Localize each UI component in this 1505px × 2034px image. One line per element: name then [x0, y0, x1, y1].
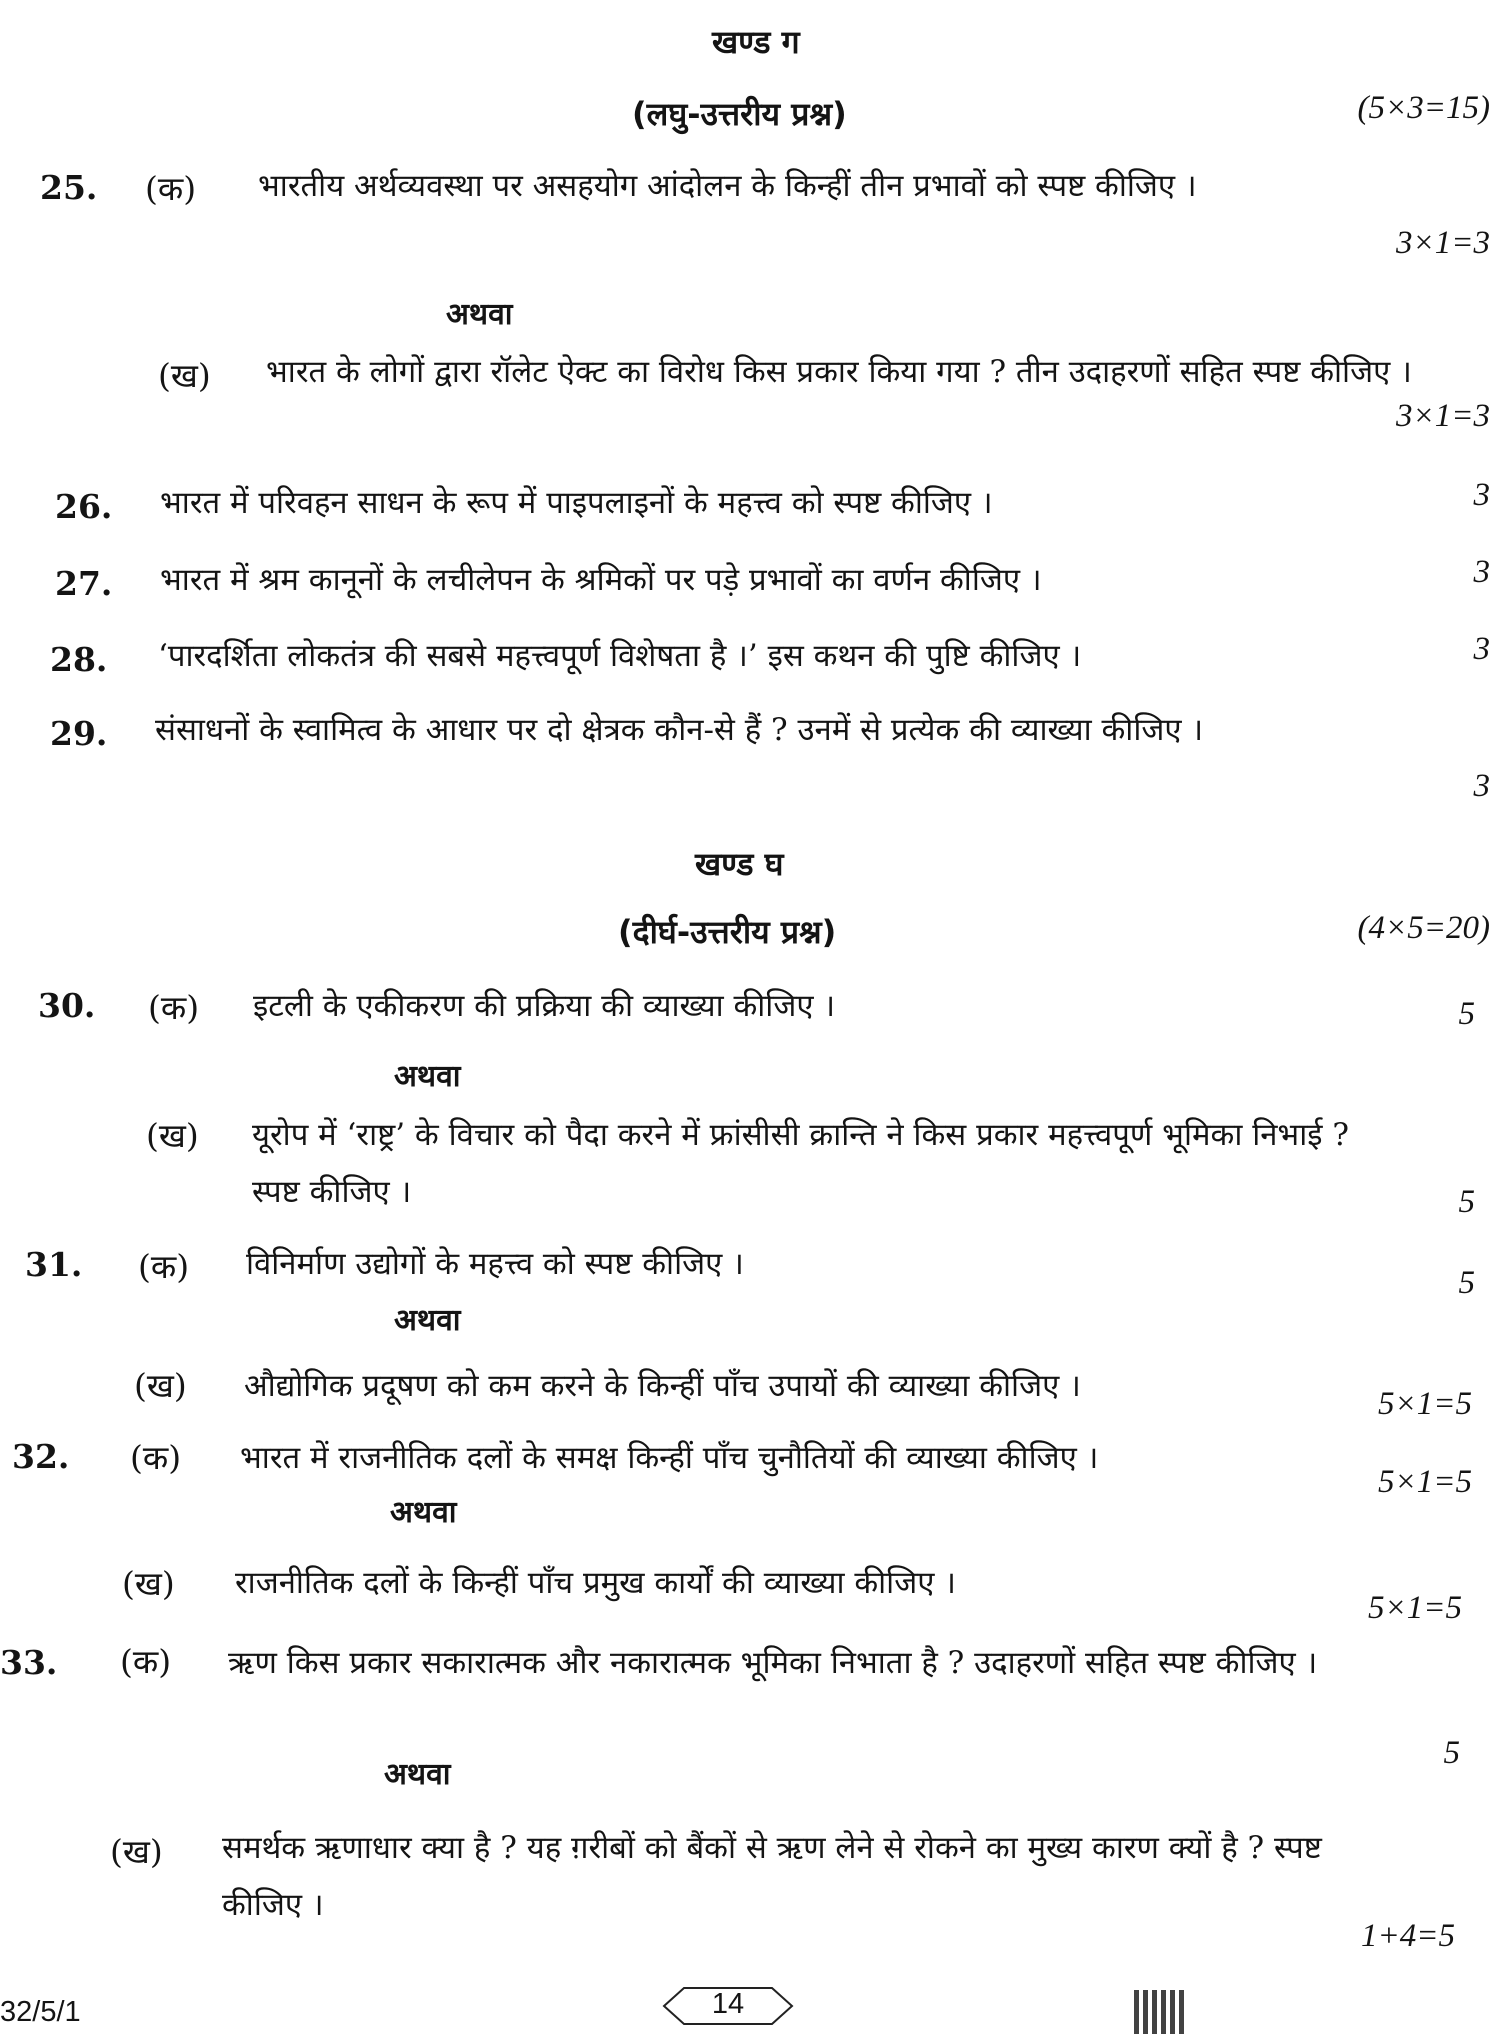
q32-or-divider: अथवा — [390, 1495, 457, 1530]
question-number-32: 32. — [12, 1437, 70, 1476]
question-number-29: 29. — [50, 714, 108, 753]
q32-option-b-text: राजनीतिक दलों के किन्हीं पाँच प्रमुख कार्यों की व्याख्या कीजिए । — [235, 1565, 956, 1601]
paper-code: 32/5/1 — [0, 1996, 81, 2028]
q30-option-b-text: यूरोप में ‘राष्ट्र’ के विचार को पैदा करने में फ्रांसीसी क्रान्ति ने किस प्रकार महत्त्वपूर्ण भूमिका निभाई ? स्पष्ट कीजिए । — [252, 1117, 1349, 1210]
q30-option-b-label: (ख) — [146, 1116, 199, 1155]
question-number-33: 33. — [0, 1643, 58, 1682]
q26-marks: 3 — [1473, 477, 1490, 513]
q29-text: संसाधनों के स्वामित्व के आधार पर दो क्षेत्रक कौन-से हैं ? उनमें से प्रत्येक की व्याख्या कीजिए । — [155, 712, 1204, 748]
q31-option-b-text: औद्योगिक प्रदूषण को कम करने के किन्हीं पाँच उपायों की व्याख्या कीजिए । — [244, 1368, 1081, 1404]
q31-option-a-text: विनिर्माण उद्योगों के महत्त्व को स्पष्ट कीजिए । — [246, 1246, 744, 1282]
q32-option-b-marks: 5×1=5 — [1367, 1590, 1462, 1626]
question-number-31: 31. — [25, 1245, 83, 1284]
q28-marks: 3 — [1473, 631, 1490, 667]
question-number-27: 27. — [55, 564, 113, 603]
q31-option-b-marks: 5×1=5 — [1377, 1386, 1472, 1422]
q31-option-b-label: (ख) — [134, 1366, 187, 1405]
q33-option-a-text: ऋण किस प्रकार सकारात्मक और नकारात्मक भूमिका निभाता है ? उदाहरणों सहित स्पष्ट कीजिए । — [228, 1645, 1318, 1681]
q33-option-a-marks: 5 — [1443, 1735, 1460, 1771]
q32-option-b-label: (ख) — [122, 1564, 175, 1603]
q31-or-divider: अथवा — [394, 1303, 461, 1338]
q30-option-b-marks: 5 — [1458, 1184, 1475, 1220]
q25-option-b-text: भारत के लोगों द्वारा रॉलेट ऐक्ट का विरोध किस प्रकार किया गया ? तीन उदाहरणों सहित स्पष्ट कीजिए । — [266, 354, 1412, 390]
q29-marks: 3 — [1473, 768, 1490, 804]
question-number-25: 25. — [40, 168, 98, 207]
q31-option-a-marks: 5 — [1458, 1265, 1475, 1301]
question-number-30: 30. — [38, 986, 96, 1025]
section-d-subtitle: (दीर्घ-उत्तरीय प्रश्न) — [618, 913, 837, 951]
qr-code-icon — [1134, 1990, 1184, 2034]
q25-option-a-text: भारतीय अर्थव्यवस्था पर असहयोग आंदोलन के किन्हीं तीन प्रभावों को स्पष्ट कीजिए । — [258, 168, 1197, 204]
q25-option-b-marks: 3×1=3 — [1395, 398, 1490, 434]
page-number: 14 — [711, 1988, 745, 2020]
q33-or-divider: अथवा — [384, 1757, 451, 1792]
q25-option-a-label: (क) — [145, 169, 197, 208]
section-c-title: खण्ड ग — [712, 23, 800, 61]
q28-text: ‘पारदर्शिता लोकतंत्र की सबसे महत्त्वपूर्ण विशेषता है ।’ इस कथन की पुष्टि कीजिए । — [158, 638, 1082, 674]
q25-option-a-marks: 3×1=3 — [1395, 225, 1490, 261]
q25-or-divider: अथवा — [446, 297, 513, 332]
q30-or-divider: अथवा — [394, 1059, 461, 1094]
section-c-marks: (5×3=15) — [1357, 90, 1490, 126]
q27-text: भारत में श्रम कानूनों के लचीलेपन के श्रमिकों पर पड़े प्रभावों का वर्णन कीजिए । — [160, 562, 1042, 598]
q30-option-a-label: (क) — [148, 988, 200, 1027]
page-number-badge — [662, 1986, 794, 2026]
q32-option-a-label: (क) — [130, 1438, 182, 1477]
q33-option-a-label: (क) — [120, 1642, 172, 1681]
question-number-26: 26. — [55, 487, 113, 526]
section-c-subtitle: (लघु-उत्तरीय प्रश्न) — [632, 95, 847, 133]
q30-option-a-marks: 5 — [1458, 996, 1475, 1032]
q33-option-b-label: (ख) — [110, 1832, 163, 1871]
q32-option-a-text: भारत में राजनीतिक दलों के समक्ष किन्हीं पाँच चुनौतियों की व्याख्या कीजिए । — [240, 1440, 1099, 1476]
section-d-title: खण्ड घ — [695, 845, 784, 883]
q31-option-a-label: (क) — [138, 1247, 190, 1286]
q33-option-b-marks: 1+4=5 — [1360, 1918, 1455, 1954]
section-d-marks: (4×5=20) — [1357, 910, 1490, 946]
q32-option-a-marks: 5×1=5 — [1377, 1464, 1472, 1500]
q33-option-b-text: समर्थक ऋणाधार क्या है ? यह ग़रीबों को बैंकों से ऋण लेने से रोकने का मुख्य कारण क्यों है ? स्पष्ट कीजिए । — [222, 1830, 1322, 1923]
q27-marks: 3 — [1473, 554, 1490, 590]
q25-option-b-label: (ख) — [158, 356, 211, 395]
question-number-28: 28. — [50, 640, 108, 679]
q26-text: भारत में परिवहन साधन के रूप में पाइपलाइनों के महत्त्व को स्पष्ट कीजिए । — [160, 485, 993, 521]
q30-option-a-text: इटली के एकीकरण की प्रक्रिया की व्याख्या कीजिए । — [253, 988, 836, 1024]
